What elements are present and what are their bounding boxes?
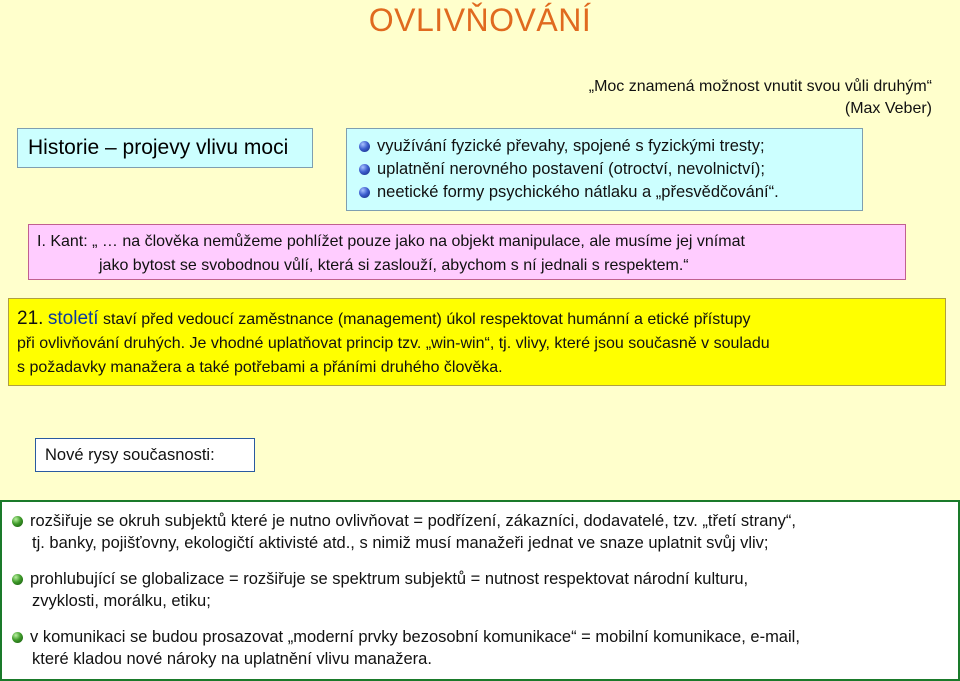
- blue-sphere-bullet-icon: [359, 164, 370, 175]
- history-bullet-text: uplatnění nerovného postavení (otroctví, nevolnictví);: [377, 160, 765, 178]
- history-bullet-text: využívání fyzické převahy, spojené s fyzickými tresty;: [377, 137, 765, 155]
- history-box: Historie – projevy vlivu moci: [17, 128, 313, 168]
- century-number: 21.: [17, 308, 44, 329]
- new-features-label: Nové rysy současnosti:: [35, 438, 255, 472]
- history-bullet-text: neetické formy psychického nátlaku a „přesvědčování“.: [377, 183, 779, 201]
- feature-line-2: které kladou nové nároky na uplatnění vlivu manažera.: [32, 650, 432, 668]
- feature-line-2: zvyklosti, morálku, etiku;: [32, 592, 211, 610]
- history-bullet: [359, 158, 862, 181]
- blue-sphere-bullet-icon: [359, 187, 370, 198]
- feature-line-1: v komunikaci se budou prosazovat „moderní prvky bezosobní komunikace“ = mobilní komunikace, e-mail,: [30, 628, 800, 646]
- century-word: století: [47, 308, 99, 329]
- feature-line-2: tj. banky, pojišťovny, ekologičtí aktivisté atd., s nimiž musí manažeři jednat ve snaze uplatnit svůj vliv;: [32, 534, 769, 552]
- feature-item: [12, 568, 958, 612]
- page-title: OVLIVŇOVÁNÍ: [368, 2, 592, 38]
- kant-line-1: I. Kant: „ … na člověka nemůžeme pohlížet pouze jako na objekt manipulace, ale musíme jej vnímat: [37, 233, 745, 250]
- century-line-1: [17, 307, 945, 332]
- quote: [589, 76, 932, 120]
- history-bullet: [359, 135, 862, 158]
- feature-line-1: prohlubující se globalizace = rozšiřuje se spektrum subjektů = nutnost respektovat národní kulturu,: [30, 570, 749, 588]
- kant-line-2: jako bytost se svobodnou vůlí, která si zaslouží, abychom s ní jednali s respektem.“: [99, 257, 689, 274]
- feature-item: [12, 626, 958, 670]
- green-sphere-bullet-icon: [12, 516, 23, 527]
- quote-text: „Moc znamená možnost vnutit svou vůli druhým“: [588, 78, 932, 95]
- history-bullets-box: [346, 128, 863, 211]
- century-line-2: při ovlivňování druhých. Je vhodné uplatňovat princip tzv. „win-win“, tj. vlivy, které jsou současně v souladu: [17, 335, 770, 352]
- kant-quote-box: [28, 224, 906, 280]
- century-box: [8, 298, 946, 386]
- history-bullet: [359, 181, 862, 204]
- century-line-3: s požadavky manažera a také potřebami a přáními druhého člověka.: [17, 359, 503, 376]
- feature-item: [12, 510, 958, 554]
- feature-line-1: rozšiřuje se okruh subjektů které je nutno ovlivňovat = podřízení, zákazníci, dodavatelé, tzv. „třetí strany“,: [30, 512, 796, 530]
- century-text: staví před vedoucí zaměstnance (management) úkol respektovat humánní a etické přístupy: [103, 311, 751, 328]
- quote-author: (Max Veber): [844, 100, 932, 117]
- green-sphere-bullet-icon: [12, 632, 23, 643]
- blue-sphere-bullet-icon: [359, 141, 370, 152]
- features-box: [0, 500, 960, 681]
- green-sphere-bullet-icon: [12, 574, 23, 585]
